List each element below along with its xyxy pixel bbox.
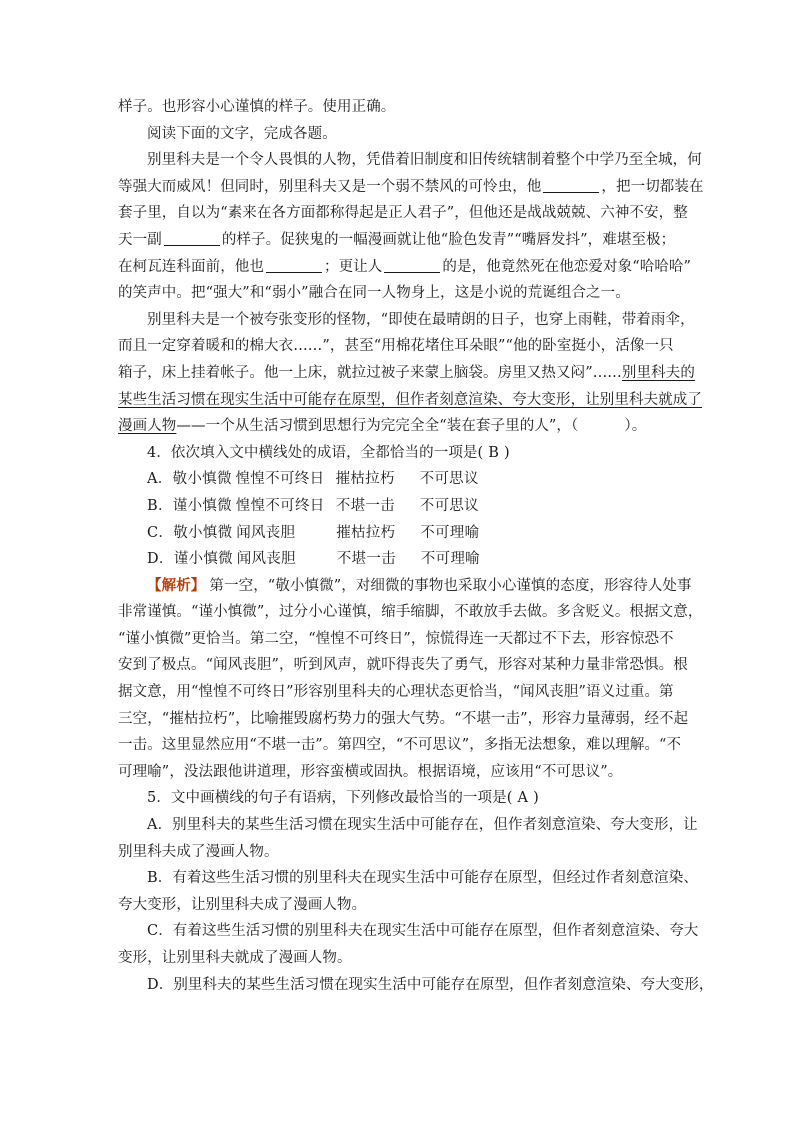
passage-line: 等强大而威风！但同时，别里科夫又是一个弱不禁风的可怜虫，他 ，把一切都装在: [118, 174, 678, 201]
passage-line: [118, 387, 702, 414]
fill-blank: [266, 256, 322, 273]
passage-line: 在柯瓦连科面前，他也 ；更让人 的是，他竟然死在他恋爱对象“哈哈哈”: [118, 254, 678, 281]
analysis-line: 一击。这里显然应用“不堪一击”。第四空，“不可思议”，多指无法想象，难以理解。“不: [118, 737, 682, 754]
passage-line: 箱子，床上挂着帐子。他一上床，就拉过被子来蒙上脑袋。房里又热又闷”……别里科夫的: [118, 364, 695, 381]
analysis-line: 三空，“摧枯拉朽”，比喻摧毁腐朽势力的强大气势。“不堪一击”，形容力量薄弱，经不起: [118, 710, 689, 727]
underlined-sentence: 漫画人物: [118, 418, 177, 435]
analysis-line: “谨小慎微”更恰当。第二空，“惶惶不可终日”，惊慌得连一天都过不下去，形容惊恐不: [118, 630, 674, 647]
analysis-line: 非常谨慎。“谨小慎微”，过分小心谨慎，缩手缩脚，不敢放手去做。多含贬义。根据文意，: [118, 604, 703, 621]
question-5-option-d: D．别里科夫的某些生活习惯在现实生活中可能存在原型，但作者刻意渲染、夸大变形，: [147, 976, 714, 993]
question-5-option-c-cont: 变形，让别里科夫就成了漫画人物。: [118, 950, 352, 966]
question-5-stem: 5．文中画横线的句子有语病，下列修改最恰当的一项是( A ): [147, 790, 539, 807]
question-5-option-b-cont: 夸大变形，让别里科夫成了漫画人物。: [118, 896, 367, 913]
question-5-answer: A: [517, 790, 529, 807]
document-body: [118, 94, 714, 998]
passage-line: 漫画人物——一个从生活习惯到思想行为完完全全“装在套子里的人”，（ ）。: [118, 418, 647, 435]
question-4-answer: B: [488, 444, 500, 461]
underlined-sentence: 某些生活习惯在现实生活中可能存在原型，但作者刻意渲染、夸大变形，让别里科夫就成了: [118, 391, 702, 408]
fill-blank: [164, 229, 220, 246]
passage-line: 而且一定穿着暖和的棉大衣……”，甚至“用棉花堵住耳朵眼”“他的卧室挺小，活像一只: [118, 338, 674, 355]
passage-line: 天一副 的样子。促狭鬼的一幅漫画就让他“脸色发青”“嘴唇发抖”，难堪至极；: [118, 227, 678, 254]
underlined-sentence: 别里科夫的: [621, 364, 695, 381]
fill-blank: [543, 176, 599, 193]
question-4-option-d: D．谨小慎微 闻风丧胆 不堪一击 不可理喻: [147, 551, 480, 568]
question-4-option-a: A．敬小慎微 惶惶不可终日 摧枯拉朽 不可思议: [147, 471, 479, 488]
question-4-option-c: C．敬小慎微 闻风丧胆 摧枯拉朽 不可理喻: [147, 524, 480, 541]
question-5-option-a-cont: 别里科夫成了漫画人物。: [118, 843, 279, 860]
passage-line: 别里科夫是一个令人畏惧的人物，凭借着旧制度和旧传统辖制着整个中学乃至全城，何: [147, 152, 702, 169]
question-5-option-c: C．有着这些生活习惯的别里科夫在现实生活中可能存在原型，但作者刻意渲染、夸大: [147, 923, 699, 940]
analysis-line: 【解析】 第一空，“敬小慎微”，对细微的事物也采取小心谨慎的态度，形容待人处事: [147, 576, 692, 594]
question-5-option-a: A．别里科夫的某些生活习惯在现实生活中可能存在，但作者刻意渲染、夸大变形，让: [147, 817, 698, 834]
fill-blank: [384, 256, 440, 273]
instruction-line: 阅读下面的文字，完成各题。: [147, 125, 337, 142]
analysis-tag: 【解析】: [147, 576, 206, 594]
analysis-line: 据文意，用“惶惶不可终日”形容别里科夫的心理状态更恰当，“闻风丧胆”语义过重。第: [118, 684, 674, 701]
question-4-option-b: B．谨小慎微 惶惶不可终日 不堪一击 不可思议: [147, 497, 479, 514]
analysis-line: 安到了极点。“闻风丧胆”，听到风声，就吓得丧失了勇气，形容对某种力量非常恐惧。根: [118, 657, 688, 674]
analysis-line: 可理喻”，没法跟他讲道理，形容蛮横或固执。根据语境，应该用“不可思议”。: [118, 763, 623, 780]
text-line: 样子。也形容小心谨慎的样子。使用正确。: [118, 99, 396, 115]
passage-line: 别里科夫是一个被夸张变形的怪物，“即使在最晴朗的日子，也穿上雨鞋，带着雨伞，: [147, 311, 695, 328]
passage-line: 套子里，自以为“素来在各方面都称得起是正人君子”，但他还是战战兢兢、六神不安，整: [118, 205, 688, 222]
question-5-option-b: B．有着这些生活习惯的别里科夫在现实生活中可能存在原型，但经过作者刻意渲染、: [147, 870, 698, 887]
passage-line: 的笑声中。把“强大”和“弱小”融合在同一人物身上，这是小说的荒诞组合之一。: [118, 285, 630, 302]
question-4-stem: 4．依次填入文中横线处的成语，全都恰当的一项是( B ): [147, 444, 510, 461]
